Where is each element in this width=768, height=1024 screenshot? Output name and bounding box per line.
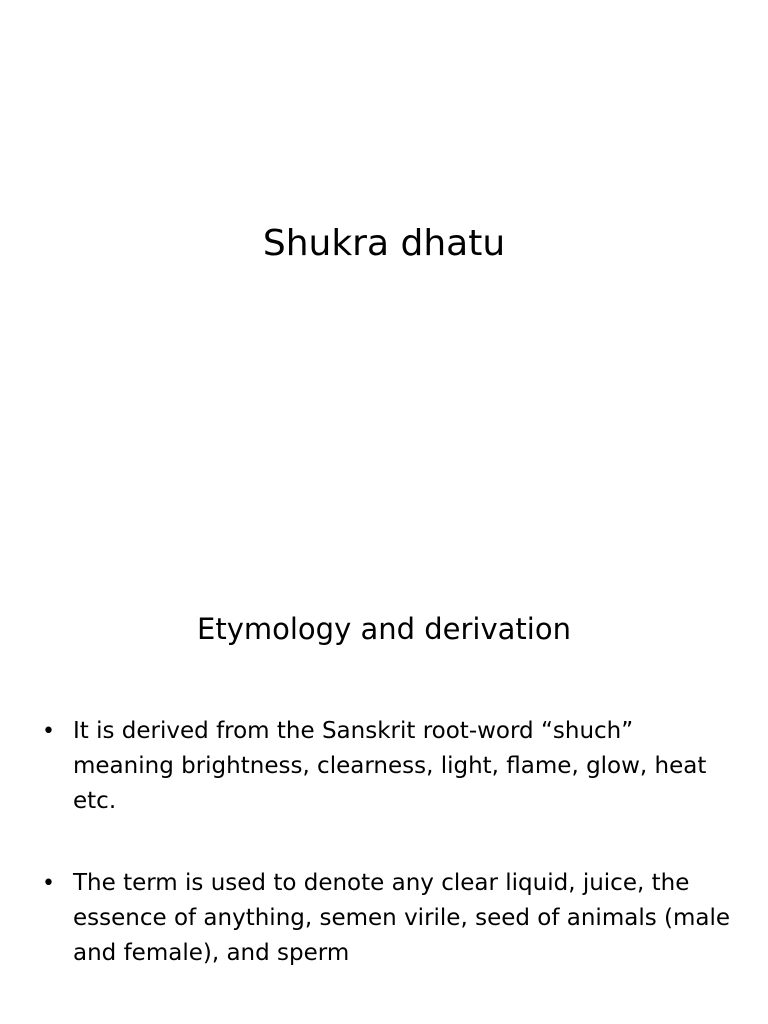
bullet-item xyxy=(42,866,732,971)
bullet-dot-icon: • xyxy=(42,871,55,896)
bullet-item xyxy=(42,714,732,819)
bullet-text: The term is used to denote any clear liquid, juice, the essence of anything, semen virile, seed of animals (male and female), and sperm xyxy=(73,870,731,966)
slide-heading: Etymology and derivation xyxy=(197,612,571,646)
bullet-list xyxy=(42,714,732,1018)
slide-title: Shukra dhatu xyxy=(262,223,506,264)
bullet-text: It is derived from the Sanskrit root-word “shuch” meaning brightness, clearness, light, flame, glow, heat etc. xyxy=(73,718,707,814)
bullet-dot-icon: • xyxy=(42,719,55,744)
slide-etymology xyxy=(0,560,768,1024)
